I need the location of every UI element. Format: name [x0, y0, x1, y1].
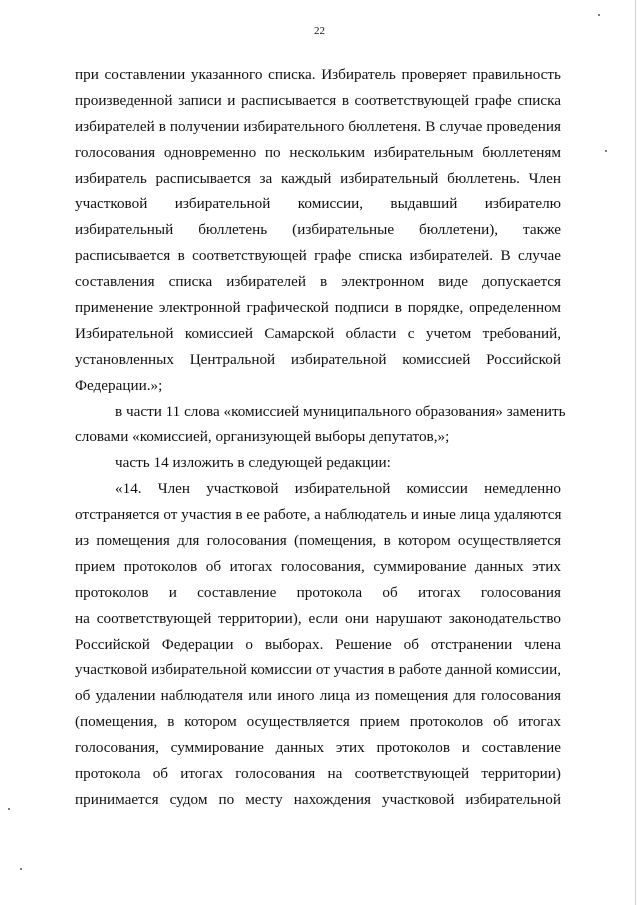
text-line: прием протоколов об итогах голосования, суммирование данных этих — [75, 557, 561, 575]
scan-speck — [598, 14, 600, 16]
text-line: Российской Федерации о выборах. Решение об отстранении члена — [75, 635, 561, 653]
text-line: голосования, суммирование данных этих протоколов и составление — [75, 739, 561, 757]
text-line: «14. Член участковой избирательной комиссии немедленно — [115, 480, 561, 498]
text-line: при составлении указанного списка. Избиратель проверяет правильность — [75, 66, 561, 83]
text-line: в части 11 слова «комиссией муниципального образования» заменить — [115, 402, 566, 420]
document-body — [75, 62, 566, 813]
text-line: расписывается в соответствующей графе списка избирателей. В случае — [75, 247, 561, 265]
text-line: об удалении наблюдателя или иного лица из помещения для голосования — [75, 687, 561, 705]
text-line: принимается судом по месту нахождения участковой избирательной — [75, 790, 561, 808]
text-line: из помещения для голосования (помещения, в котором осуществляется — [75, 532, 561, 550]
page-number: 22 — [314, 25, 325, 37]
text-line: участковой избирательной комиссии от участия в работе данной комиссии, — [75, 661, 561, 679]
text-line: отстраняется от участия в ее работе, а наблюдатель и иные лица удаляются — [75, 506, 562, 524]
text-line: применение электронной графической подписи в порядке, определенном — [75, 299, 561, 317]
text-line: избирательный бюллетень (избирательные бюллетени), также — [75, 221, 561, 239]
text-line: участковой избирательной комиссии, выдавший избирателю — [75, 195, 561, 213]
text-line: часть 14 изложить в следующей редакции: — [115, 454, 391, 472]
text-line: Федерации.»; — [75, 376, 163, 394]
text-line: словами «комиссией, организующей выборы депутатов,»; — [75, 428, 450, 446]
text-line: Избирательной комиссией Самарской области с учетом требований, — [75, 324, 561, 342]
text-line: установленных Центральной избирательной комиссией Российской — [75, 350, 561, 368]
text-line: составления списка избирателей в электронном виде допускается — [75, 273, 561, 291]
text-line: (помещения, в котором осуществляется прием протоколов об итогах — [75, 713, 561, 731]
scan-speck — [8, 808, 10, 810]
text-line: голосования одновременно по нескольким избирательным бюллетеням — [75, 143, 561, 161]
text-line: избиратель расписывается за каждый избирательный бюллетень. Член — [75, 169, 561, 187]
text-line: протокола об итогах голосования на соответствующей территории) — [75, 765, 561, 783]
scan-speck — [605, 150, 607, 152]
scan-speck — [20, 868, 22, 870]
text-line: протоколов и составление протокола об итогах голосования — [75, 583, 561, 601]
scan-edge-line — [635, 0, 636, 905]
text-line: избирателей в получении избирательного бюллетеня. В случае проведения — [75, 117, 561, 135]
text-line: произведенной записи и расписывается в соответствующей графе списка — [75, 91, 561, 109]
text-line: на соответствующей территории), если они нарушают законодательство — [75, 609, 561, 627]
